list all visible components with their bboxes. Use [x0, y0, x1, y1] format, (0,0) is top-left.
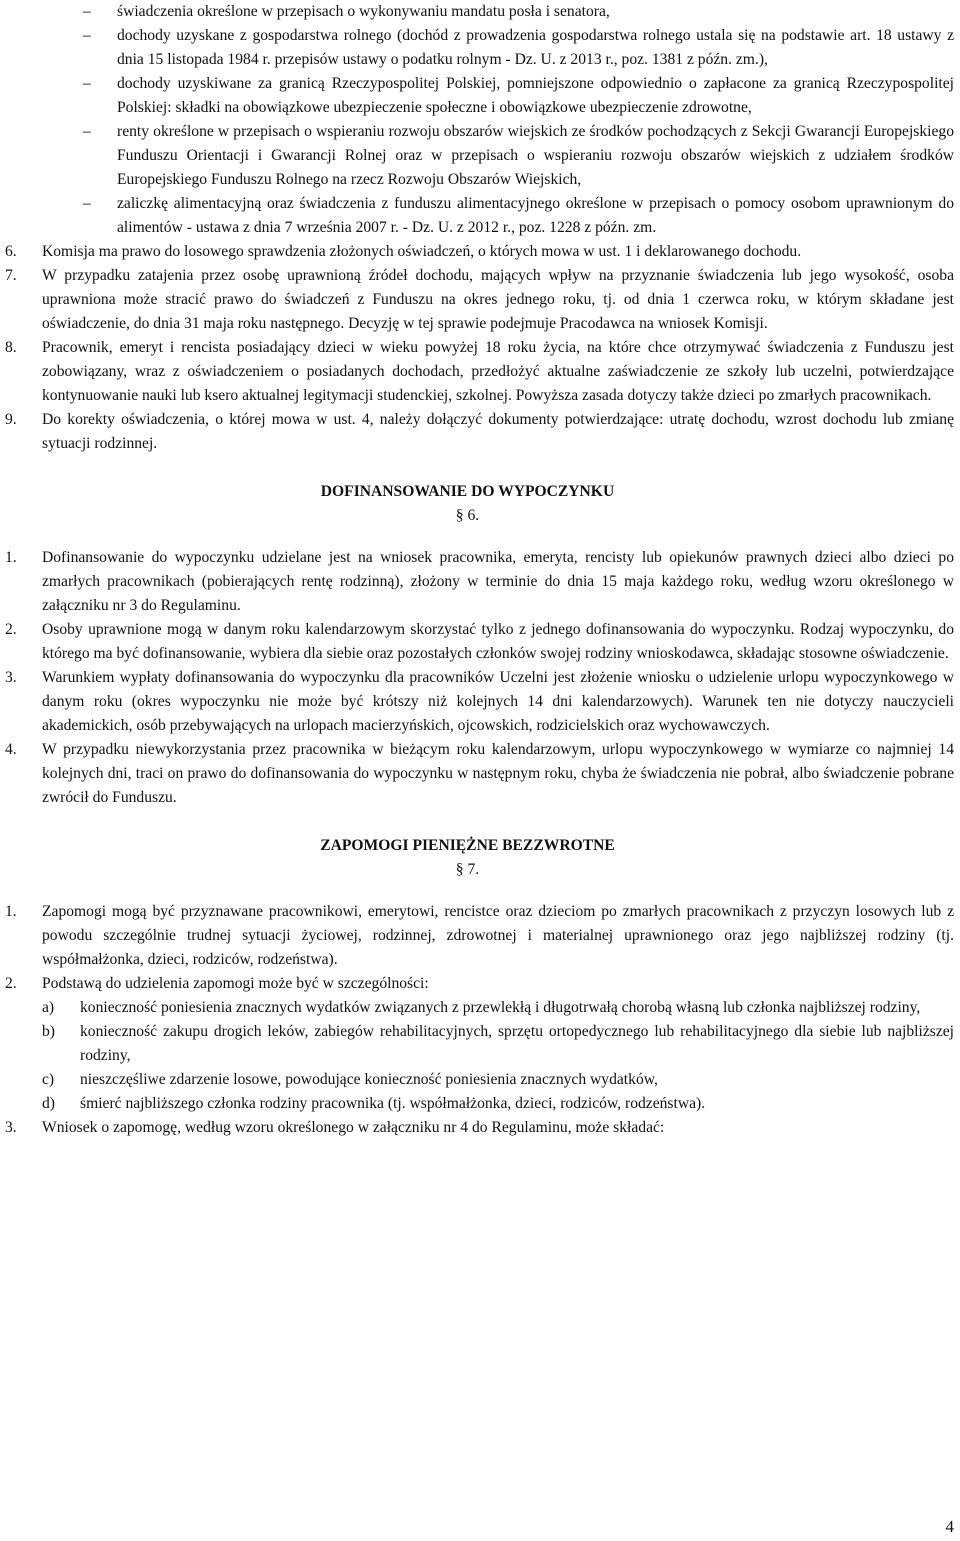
list-item-text: dochody uzyskiwane za granicą Rzeczypospolitej Polskiej, pomniejszone odpowiednio o zapłacone za granicą Rzeczypospolitej Polskiej: składki na obowiązkowe ubezpieczenie społeczne i obowiązkowe ubezpieczenie zdrowotne,: [117, 75, 954, 116]
section-heading: DOFINANSOWANIE DO WYPOCZYNKU: [320, 483, 615, 500]
list-item: [5, 192, 960, 240]
list-item-text: świadczenia określone w przepisach o wykonywaniu mandatu posła i senatora,: [117, 3, 610, 20]
list-item: [5, 996, 960, 1020]
item-number: 2.: [5, 621, 17, 638]
list-item: [5, 1068, 960, 1092]
dash-list: [5, 0, 960, 240]
item-number: 8.: [5, 339, 17, 356]
numbered-list: [5, 546, 960, 810]
spacer: [5, 456, 960, 480]
list-item: [5, 240, 960, 264]
spacer: [5, 528, 960, 546]
item-number: 3.: [5, 669, 17, 686]
list-item-text: Wniosek o zapomogę, według wzoru określonego w załączniku nr 4 do Regulaminu, może składać:: [42, 1119, 665, 1136]
paragraph-number: § 6.: [455, 507, 480, 524]
item-number: 1.: [5, 549, 17, 566]
list-item-text: Podstawą do udzielenia zapomogi może być w szczególności:: [42, 975, 429, 992]
list-item-text: Dofinansowanie do wypoczynku udzielane jest na wniosek pracownika, emeryta, rencisty lub opiekunów prawnych dzieci albo dzieci po zmarłych pracownikach (pobierających rentę rodzinną), złożony w terminie do dnia 15 maja każdego roku, według wzoru określonego w załączniku nr 3 do Regulaminu.: [42, 549, 954, 614]
list-item: [5, 120, 960, 192]
numbered-list: [5, 240, 960, 456]
list-item-text: renty określone w przepisach o wspieraniu rozwoju obszarów wiejskich ze środków pochodzących z Sekcji Gwarancji Europejskiego Funduszu Orientacji i Gwarancji Rolnej oraz w przepisach o wspieraniu rozwoju obszarów wiejskich z udziałem środków Europejskiego Funduszu Rolnego na rzecz Rozwoju Obszarów Wiejskich,: [117, 123, 954, 188]
list-item-text: konieczność zakupu drogich leków, zabiegów rehabilitacyjnych, sprzętu ortopedycznego lub rehabilitacyjnego dla siebie lub najbliższej rodziny,: [80, 1023, 954, 1064]
list-item: [5, 1020, 960, 1068]
item-letter: a): [42, 999, 55, 1016]
list-item: [5, 546, 960, 618]
list-item-text: Komisja ma prawo do losowego sprawdzenia złożonych oświadczeń, o których mowa w ust. 1 i deklarowanego dochodu.: [42, 243, 802, 260]
list-item: [5, 72, 960, 120]
list-item-text: Pracownik, emeryt i rencista posiadający dzieci w wieku powyżej 18 roku życia, na które chce otrzymywać świadczenia z Funduszu jest zobowiązany, wraz z oświadczeniem o posiadanych dochodach, przedłożyć aktualne zaświadczenie ze szkoły lub uczelni, potwierdzające kontynuowanie nauki lub ksero aktualnej legitymacji studenckiej, szkolnej. Powyższa zasada dotyczy także dzieci po zmarłych pracownikach.: [42, 339, 954, 404]
numbered-list: [5, 900, 960, 996]
list-item: [5, 0, 960, 24]
list-item-text: Do korekty oświadczenia, o której mowa w ust. 4, należy dołączyć dokumenty potwierdzające: utratę dochodu, wzrost dochodu lub zmianę sytuacji rodzinnej.: [42, 411, 954, 452]
lettered-list: [5, 996, 960, 1116]
dash-bullet: –: [83, 75, 91, 92]
list-item-text: nieszczęśliwe zdarzenie losowe, powodujące konieczność poniesienia znacznych wydatków,: [80, 1071, 658, 1088]
list-item: [5, 264, 960, 336]
list-item: [5, 666, 960, 738]
list-item: [5, 738, 960, 810]
spacer: [5, 810, 960, 834]
list-item: [5, 408, 960, 456]
dash-bullet: –: [83, 3, 91, 20]
spacer: [5, 882, 960, 900]
item-number: 7.: [5, 267, 17, 284]
list-item-text: Warunkiem wypłaty dofinansowania do wypoczynku dla pracowników Uczelni jest złożenie wniosku o udzielenie urlopu wypoczynkowego w danym roku (okres wypoczynku nie może być krótszy niż kolejnych 14 dni kalendarzowych). Warunek ten nie dotyczy nauczycieli akademickich, osób przebywających na urlopach macierzyńskich, ojcowskich, rodzicielskich oraz wychowawczych.: [42, 669, 954, 734]
list-item: [5, 1116, 960, 1140]
list-item-text: W przypadku niewykorzystania przez pracownika w bieżącym roku kalendarzowym, urlopu wypoczynkowego w wymiarze co najmniej 14 kolejnych dni, traci on prawo do dofinansowania do wypoczynku w następnym roku, chyba że świadczenia nie pobrał, albo świadczenie pobrane zwrócił do Funduszu.: [42, 741, 954, 806]
item-letter: b): [42, 1023, 55, 1040]
item-letter: c): [42, 1071, 55, 1088]
list-item: [5, 618, 960, 666]
list-item: [5, 972, 960, 996]
list-item: [5, 336, 960, 408]
list-item-text: Osoby uprawnione mogą w danym roku kalendarzowym skorzystać tylko z jednego dofinansowania do wypoczynku. Rodzaj wypoczynku, do którego ma być dofinansowanie, wybiera dla siebie oraz pozostałych członków swojej rodziny wnioskodawca, składając stosowne oświadczenie.: [42, 621, 954, 662]
item-letter: d): [42, 1095, 55, 1112]
list-item-text: W przypadku zatajenia przez osobę uprawnioną źródeł dochodu, mających wpływ na przyznanie świadczenia lub jego wysokość, osoba uprawniona może stracić prawo do świadczeń z Funduszu na okres jednego roku, tj. od dnia 1 czerwca roku, w którym składane jest oświadczenie, do dnia 31 maja roku następnego. Decyzję w tej sprawie podejmuje Pracodawca na wniosek Komisji.: [42, 267, 954, 332]
list-item-text: Zapomogi mogą być przyznawane pracownikowi, emerytowi, rencistce oraz dzieciom po zmarłych pracownikach z przyczyn losowych lub z powodu szczególnie trudnej sytuacji życiowej, rodzinnej, zdrowotnej i materialnej uprawnionego oraz jego najbliższej rodziny (tj. współmałżonka, dzieci, rodziców, rodzeństwa).: [42, 903, 954, 968]
item-number: 1.: [5, 903, 17, 920]
item-number: 6.: [5, 243, 17, 260]
list-item-text: dochody uzyskane z gospodarstwa rolnego (dochód z prowadzenia gospodarstwa rolnego ustala się na podstawie art. 18 ustawy z dnia 15 listopada 1984 r. przepisów ustawy o podatku rolnym - Dz. U. z 2013 r., poz. 1381 z późn. zm.),: [117, 27, 954, 68]
list-item: [5, 24, 960, 72]
list-item: [5, 1092, 960, 1116]
item-number: 2.: [5, 975, 17, 992]
paragraph-number: § 7.: [455, 861, 480, 878]
dash-bullet: –: [83, 123, 91, 140]
section-heading: ZAPOMOGI PIENIĘŻNE BEZZWROTNE: [320, 837, 615, 854]
list-item: [5, 900, 960, 972]
item-number: 3.: [5, 1119, 17, 1136]
dash-bullet: –: [83, 27, 91, 44]
list-item-text: śmierć najbliższego członka rodziny pracownika (tj. współmałżonka, dzieci, rodziców, rodzeństwa).: [80, 1095, 706, 1112]
list-item-text: konieczność poniesienia znacznych wydatków związanych z przewlekłą i długotrwałą chorobą własną lub członka najbliższej rodziny,: [80, 999, 921, 1016]
item-number: 9.: [5, 411, 17, 428]
dash-bullet: –: [83, 195, 91, 212]
item-number: 4.: [5, 741, 17, 758]
page-number: 4: [945, 1517, 954, 1536]
list-item-text: zaliczkę alimentacyjną oraz świadczenia z funduszu alimentacyjnego określone w przepisach o pomocy osobom uprawnionym do alimentów - ustawa z dnia 7 września 2007 r. - Dz. U. z 2012 r., poz. 1228 z późn. zm.: [117, 195, 954, 236]
